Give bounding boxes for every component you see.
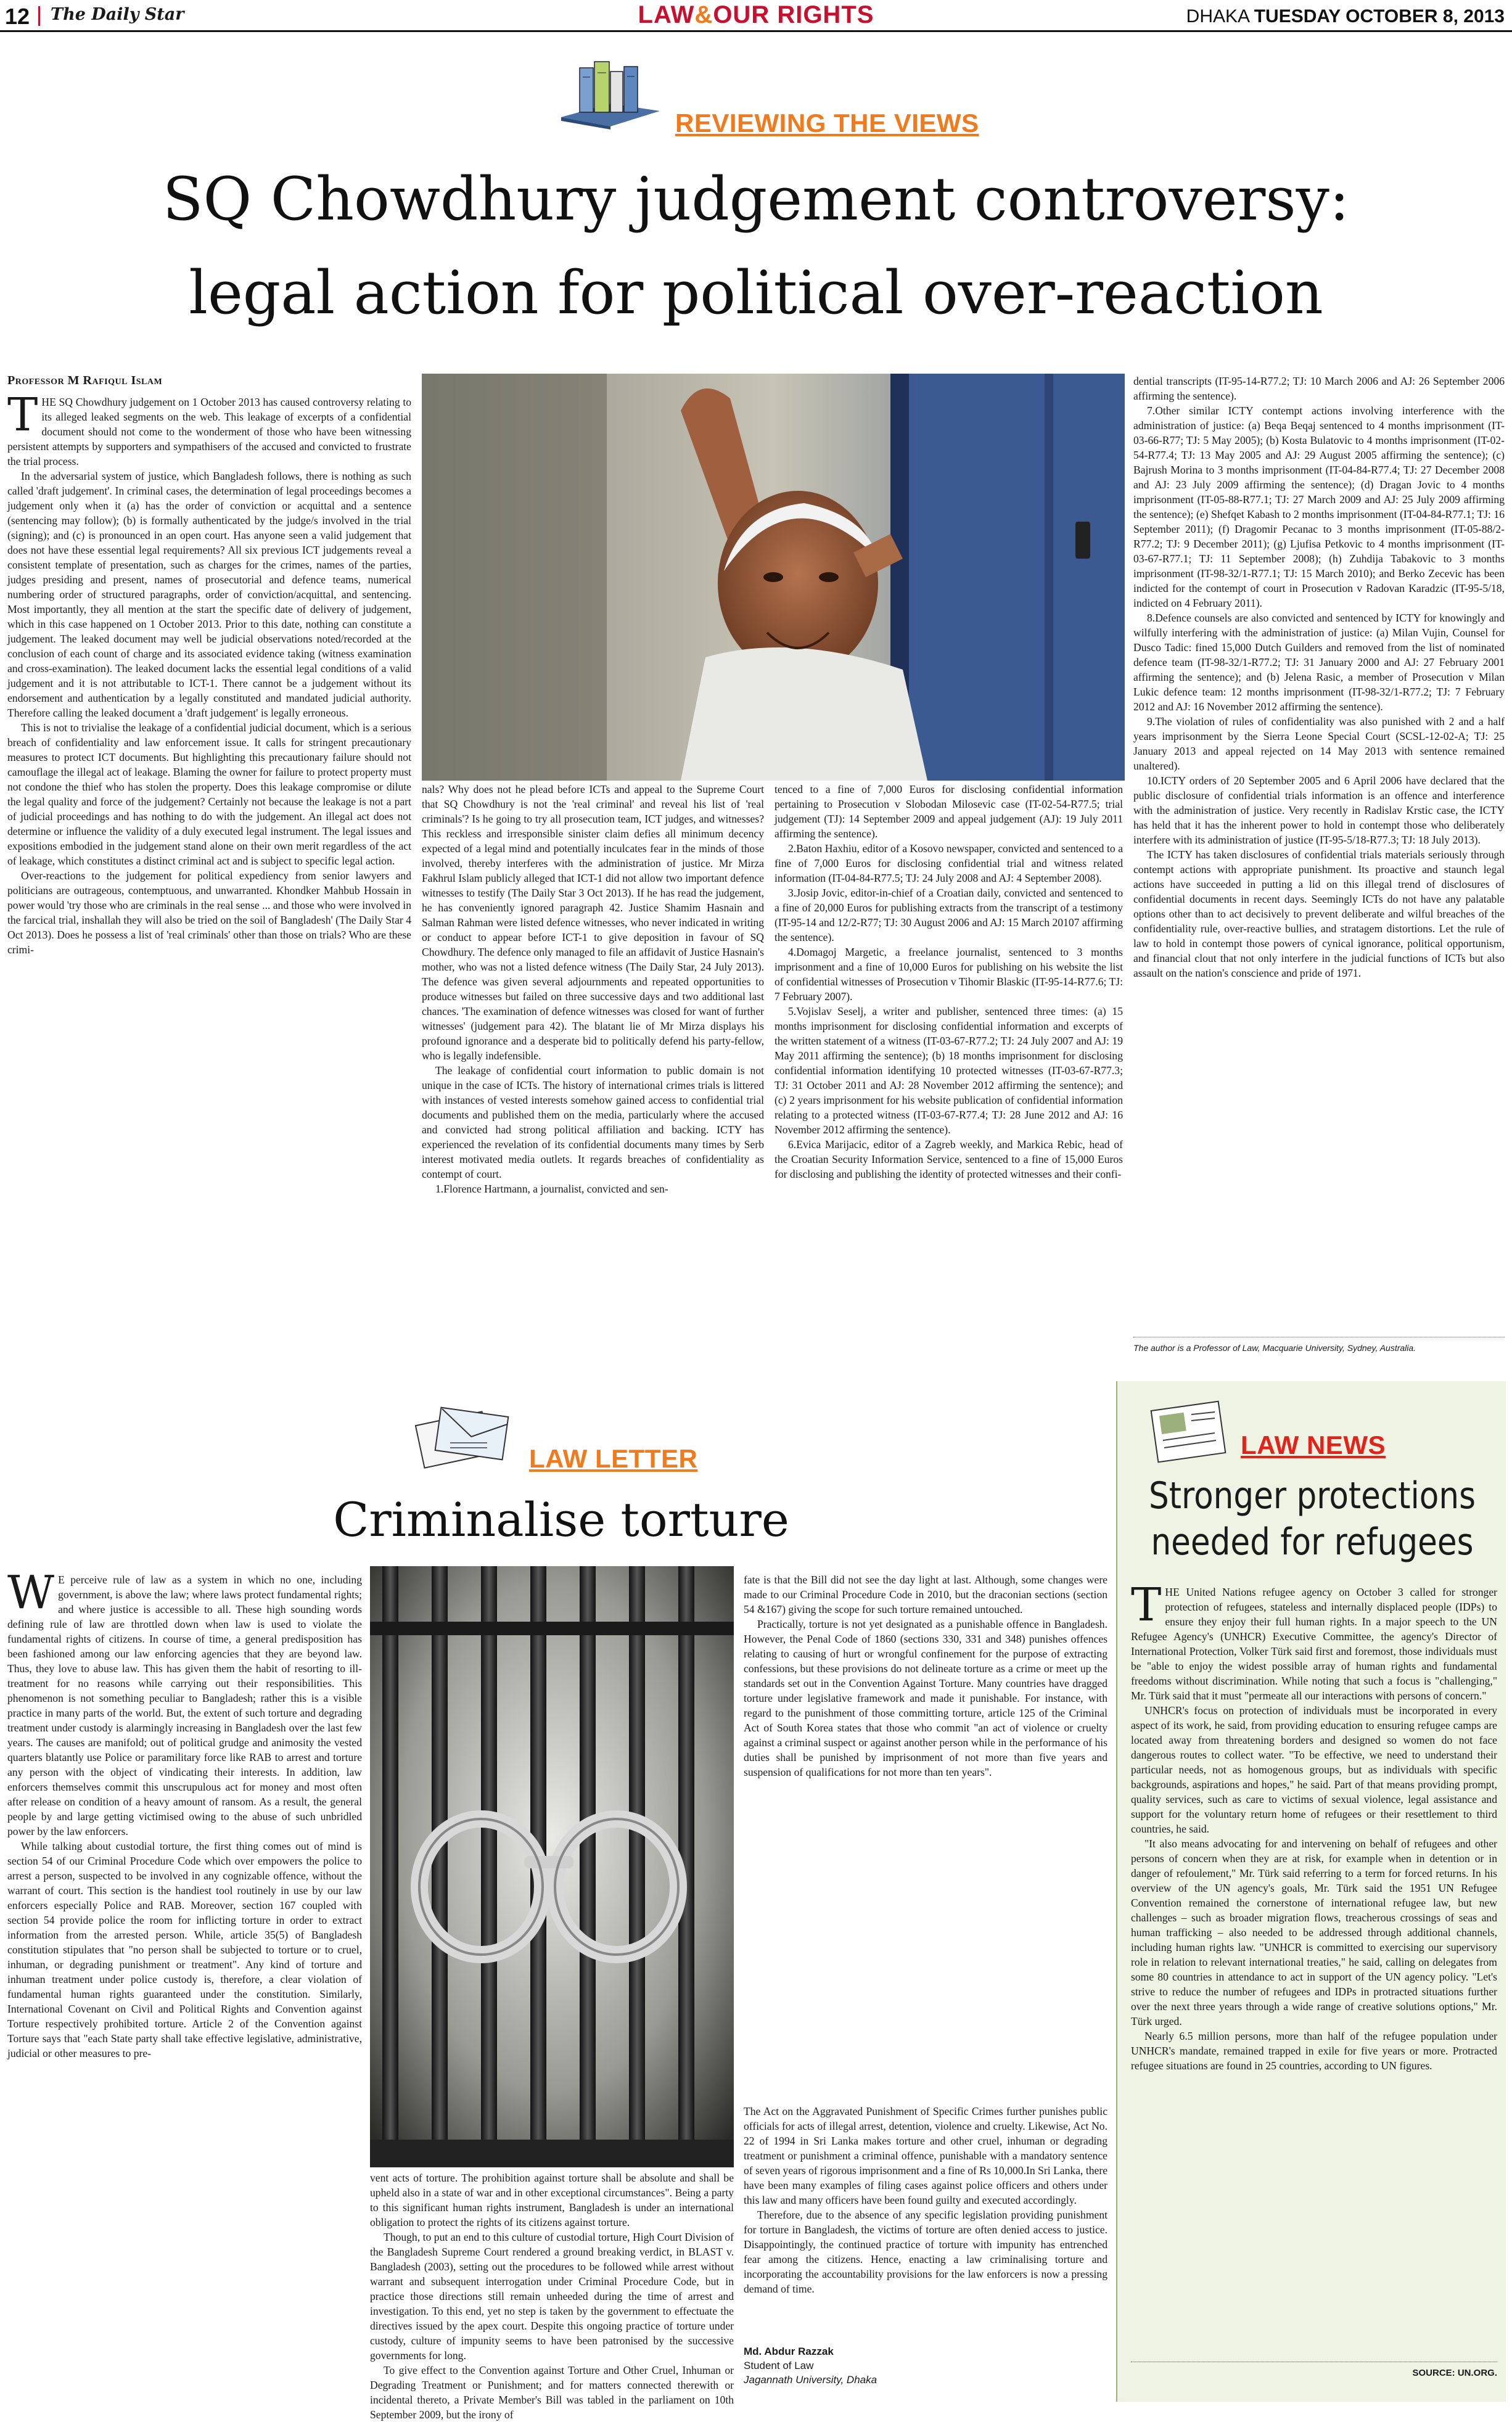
paragraph: Nearly 6.5 million persons, more than half of the refugee population under UNHCR's mandate, remained trapped in exile for five years or more. Protracted refugee situations are found in 25 countries, according to UN figures. <box>1131 2030 1497 2072</box>
sig-title: Student of Law <box>744 2360 814 2371</box>
news-headline-line1: Stronger protections <box>1149 1474 1476 1517</box>
main-column-4 <box>1133 374 1505 1326</box>
paragraph: 4.Domagoj Margetic, a freelance journalist, sentenced to 3 months imprisonment and a fine of 10,000 Euros for publishing on his website the list of confidential witnesses of Prosecution v Tihomir Blaskic (IT-95-14-R77.6; TJ: 7 February 2007). <box>774 946 1123 1003</box>
page-header <box>0 0 1512 32</box>
paragraph: 3.Josip Jovic, editor-in-chief of a Croatian daily, convicted and sentenced to a fine of 20,000 Euros for publishing extracts from the transcript of a testimony (IT-95-14 and 12/2-R77; TJ: 30 August 2006 and AJ: 15 March 20107 affirming the sentence). <box>774 887 1123 943</box>
paragraph: While talking about custodial torture, the first thing comes out of mind is section 54 of our Criminal Procedure Code which over empowers the police to arrest a person, suspected to be involved in any cognizable offence, without the warrant of court. This section is the handiest tool routinely in use by our law enforcers especially Police and RAB. Moreover, section 167 coupled with section 54 provide police the room for inflicting torture in order to extract information from the arrested person. While, article 35(5) of Bangladesh constitution stipulates that "no person shall be subjected to torture or to cruel, inhuman, or degrading punishment or treatment". Any kind of torture and inhuman treatment under police custody is, therefore, a clear violation of fundamental human rights guaranteed under the constitution. Similarly, International Covenant on Civil and Political Rights and Convention against Torture respectively prohibited torture. Article 2 of the Convention against Torture says that "each State party shall take effective legislative, administrative, judicial or other measures to pre- <box>7 1840 362 2059</box>
section-part1: LAW <box>638 1 695 28</box>
paragraph: In the adversarial system of justice, which Bangladesh follows, there is nothing as such called 'draft judgement'. In criminal cases, the determination of legal proceedings becomes a judgement only when it (a) has the order of conviction or acquittal and a sentence (sentencing may follow); (b) is formally authenticated by the judge/s involved in the trial (signing); and (c) is pronounced in an open court. Has anyone seen a valid judgement that does not have these essential legal requirements? All six previous ICT judgements reveal a consistent template of presentation, such as charges for the crimes, names of the parties, judges presiding and present, names of prosecutorial and defence teams, numerical numbering order of structured paragraphs, order of conviction/acquittal, and sentencing. Most importantly, they all mention at the start the specific date of delivery of judgement, which in this case happened on 1 October 2013. Prior to this date, nothing can constitute a judgement. The leaked document may well be judicial observations noted/recorded at the conclusion of each count of charge and its associated evidence taking (witness examination and cross-examination). The leaked document lacks the essential legal conditions of a valid judgement and it is not attributable to ICT-1. There cannot be a judgement without its endorsement and authentication by a legally constituted and mandated judicial authority. Therefore calling the leaked document a 'draft judgement' is legally erroneous. <box>7 470 411 719</box>
main-photo <box>422 374 1125 781</box>
page-number: 12 <box>5 4 30 29</box>
paragraph: Therefore, due to the absence of any specific legislation providing punishment for torture in Bangladesh, the victims of torture are often denied access to justice. Disappointingly, the continued practice of torture with impunity has entrenched fear among the citizens. Hence, enacting a law criminalising torture and incorporating the accountability provisions for the law enforcers is now a pressing demand of time. <box>744 2209 1107 2295</box>
main-column-2 <box>422 782 764 1365</box>
sig-university: Jagannath University, Dhaka <box>744 2374 877 2386</box>
paragraph: Practically, torture is not yet designated as a punishable offence in Bangladesh. However, the Penal Code of 1860 (sections 330, 331 and 348) punishes offences relating to causing of hurt or wrongful confinement for the purpose of extracting confessions, but these provisions do not delineate torture as a crime or meet up the standards set out in the Convention Against Torture. Many countries have dragged torture under legislative framework and made it punishable. For instance, with regard to the punishment of those committing torture, article 125 of the Criminal Act of South Korea states that those who commit "an act of violence or cruelty against a criminal suspect or against another person while in the performance of his duties shall be punished by imprisonment of not more than five years and suspension of qualifications for not more than ten years". <box>744 1618 1107 1778</box>
paragraph: 9.The violation of rules of confidentiality was also punished with 2 and a half years imprisonment by the Sierra Leone Special Court (SCSL-12-02-A; TJ: 25 January 2013 and appeal rejected on 14 May 2013 with sentence remained unaltered). <box>1133 715 1505 772</box>
dropcap: W <box>7 1566 55 1619</box>
paragraph: dential transcripts (IT-95-14-R77.2; TJ: 10 March 2006 and AJ: 26 September 2006 affirming the sentence). <box>1133 375 1505 402</box>
paragraph: fate is that the Bill did not see the day light at last. Although, some changes were made to our Criminal Procedure Code in 2010, but the draconian sections (section 54 &167) giving the scope for such torture remained untouched. <box>744 1574 1107 1615</box>
news-kicker: LAW NEWS <box>1241 1431 1386 1459</box>
section-amp: & <box>694 1 713 28</box>
paragraph: 2.Baton Haxhiu, editor of a Kosovo newspaper, convicted and sentenced to a fine of 7,000 Euros for disclosing confidential trial and witness related information (IT-04-84-R77.5; TJ: 24 July 2008 and AJ: 4 September 2008). <box>774 842 1123 884</box>
paragraph: HE United Nations refugee agency on October 3 called for stronger protection of refugees, stateless and internally displaced people (IDPs) to ensure they enjoy their full human rights. In a major speech to the UN Refugee Agency's (UNHCR) Executive Committee, the agency's Director of International Protection, Volker Türk said first and foremost, those individuals must be "able to enjoy the widest possible array of human rights and fundamental freedoms without discrimination. While noting that such a focus is "challenging," Mr. Türk said that it must "permeate all our interactions with persons of concern." <box>1131 1586 1497 1702</box>
paragraph: Over-reactions to the judgement for political expediency from senior lawyers and politicians are outrageous, contemptuous, and unwarranted. Khondker Mahbub Hossain in power would 'try those who are criminals in the real sense ... and those who were involved in the farcical trial, inshallah they will also be tried on the soil of Bangladesh' (The Daily Star 4 Oct 2013). Does he possess a list of 'real criminals' other than those on trials? Who are these crimi- <box>7 869 411 956</box>
dateline-date: TUESDAY OCTOBER 8, 2013 <box>1254 6 1505 27</box>
paragraph: E perceive rule of law as a system in which no one, including government, is above the law; where laws protect fundamental rights; and where justice is accessible to all. These high sounding words defining rule of law are throttled down when law is used to violate the fundamental rights of citizens. In course of time, a general predisposition has been fashioned among our law enforcing agencies that they are beyond law. Thus, they love to abuse law. This has given them the habit of resorting to ill-treatment for no reasons while carrying out their responsibilities. This phenomenon is not something peculiar to Bangladesh; rather this is a visible practice in many parts of the world. But, the extent of such torture and degrading treatment under custody is alarmingly increasing in Bangladesh over the last few years. The causes are manifold; out of political grudge and animosity the vested quarters blatantly use Police or paramilitary force like RAB to arrest and torture any person with the object of vindicating their interests. In addition, law enforcers themselves commit this unscrupulous act for money and most often after release on condition of a heavy amount of ransom. As a result, the general people by and large getting victimised owing to the abuse of such unbridled power by the law enforcers. <box>7 1574 362 1837</box>
section-part2: OUR RIGHTS <box>713 1 874 28</box>
paragraph: The leakage of confidential court information to public domain is not unique in the case of ICTs. The history of international crimes trials is littered with instances of vested interests somehow gained access to confidential trial documents and published them on the media, particularly where the accused and convicted had strong political affiliation and backing. ICTY has experienced the revelation of its confidential documents many times by Serb interest motivated media outlets. It regards breaches of confidentiality as contempt of court. <box>422 1064 764 1180</box>
paragraph: "It also means advocating for and intervening on behalf of refugees and other persons of concern when they are at risk, for example when in detention or in danger of refoulement," Mr. Türk said referring to a term for forced returns. In his overview of the UN agency's goals, Mr. Türk said the 1951 UN Refugee Convention remained the cornerstone of international refugee law, but new challenges – such as broader migration flows, treacherous crossings of seas and human trafficking – also needed to be addressed through additional channels, including human rights law. "UNHCR is committed to exercising our supervisory role in relation to relevant international treaties," he said, calling on delegates from some 80 countries in attendance to act in support of the UN agency policy. "Let's strive to reduce the number of refugees and IDPs in protracted situations further over the next three years through a wide range of creative solutions options," Mr. Türk urged. <box>1131 1837 1497 2027</box>
paragraph: This is not to trivialise the leakage of a confidential judicial document, which is a serious breach of confidentiality and law enforcement issue. It calls for stringent precautionary measures to protect ICT documents. But highlighting this precautionary failure should not camouflage the illegal act of leakage. Blaming the owner for failure to protect property must not condone the thief who has stolen the property. Does this leakage compromise or dilute the legal quality and force of the judgement? Certainly not because the leakage is not a part of judicial proceedings and has nothing to do with the judgement. An illegal act does not determine or influence the validity of a duly executed legal instrument. The legal issues and expositions embodied in the judgement stand alone on their own merit regardless of the act of leakage, which constitutes a distinct criminal act and is subject to specific legal action. <box>7 721 411 867</box>
newspaper-icon <box>1142 1394 1235 1468</box>
main-headline-line2: legal action for political over-reaction <box>189 258 1323 327</box>
letter-kicker: LAW LETTER <box>529 1444 698 1473</box>
news-source: SOURCE: UN.ORG. <box>1412 2368 1497 2378</box>
paragraph: UNHCR's focus on protection of individuals must be incorporated in every aspect of its work, he said, from providing education to ensuring refugee camps are located away from threatening borders and designed so women do not face dangerous routes to collect water. "To be effective, we need to understand their particular needs, not as homogenous groups, but as individuals with specific backgrounds, aspirations and hopes," he said. Part of that means providing prompt, quality services, such as care to victims of sexual violence, legal assistance and support for the voluntary return home of refugees or their resettlement to third countries, he said. <box>1131 1704 1497 1835</box>
paragraph: The ICTY has taken disclosures of confidential trials materials seriously through contempt actions with appropriate punishment. Its proactive and staunch legal actions have succeeded in putting a lid on this illegal trend of disclosures of confidential documents in recent days. Seemingly ICTs do not have any palatable options other than to act decisively to prevent deliberate and wilful breaches of the confidentiality rule, over-reactive bullies, and stratagem distortions. Let the rule of law to hold in contempt those powers of cynical ignorance, political opportunism, and financial clout that not only interfere in the judicial functions of ICTs but also assault on the nation's conscience and pride of 1971. <box>1133 848 1505 979</box>
author-note: The author is a Professor of Law, Macquarie University, Sydney, Australia. <box>1133 1343 1416 1353</box>
paragraph: HE SQ Chowdhury judgement on 1 October 2013 has caused controversy relating to its alleged leaked segments on the web. This leakage of excerpts of a confidential document should not come to the wonderment of those who have been witnessing persistent attempts by supporters and sympathisers of the accused and convicted to frustrate the trial process. <box>7 396 411 467</box>
main-headline-line1: SQ Chowdhury judgement controversy: <box>162 165 1350 234</box>
letter-column-1 <box>7 1566 362 2405</box>
handcuffs-photo <box>370 1566 734 2167</box>
paragraph: To give effect to the Convention against Torture and Other Cruel, Inhuman or Degrading Treatment or Punishment; and for matters connected therewith or incidental thereto, a Private Member's Bill was tabled in the parliament on 10th September 2009, but the irony of <box>370 2364 734 2421</box>
news-body <box>1131 1578 1497 2349</box>
paragraph: 7.Other similar ICTY contempt actions involving interference with the administration of justice: (a) Beqa Beqaj sentenced to 4 months imprisonment (IT-03-66-R77; TJ: 5 May 2005); (b) Kosta Bulatovic to 4 months imprisonment (IT-02-54-R77.4; TJ: 13 May 2005 and AJ: 29 August 2005 affirming the sentence); (c) Bajrush Morina to 3 months imprisonment (IT-04-84-R77.4; TJ: 27 December 2008 and AJ: 23 July 2009 affirming the sentence); (d) Dragan Jovic to 4 months imprisonment (IT-05-88-R77.1; TJ: 27 March 2009 and AJ: 25 July 2009 affirming the sentence); (e) Shefqet Kabash to 2 months imprisonment (IT-04-84-R77.1; TJ: 16 September 2011); (f) Dragomir Pecanac to 3 months imprisonment (IT-05-88/2-R77.2; TJ: 9 December 2011); (g) Ljufisa Petkovic to 4 months imprisonment (IT-03-67-R77.1; TJ: 11 September 2008); (h) Zuhdija Tabakovic to 3 months imprisonment (IT-98-32/1-R77.1; TJ: 15 March 2010); and Berko Zecevic has been indicted for the contempt of court in Prosecution v Radovan Karadzic (IT-95-5/18, indicted on 4 February 2011). <box>1133 404 1505 609</box>
dropcap: T <box>7 388 38 441</box>
paragraph: The Act on the Aggravated Punishment of Specific Crimes further punishes public officials for acts of illegal arrest, detention, violence and cruelty. Likewise, Act No. 22 of 1994 in Sri Lanka makes torture and other cruel, inhuman or degrading treatment or punishment a criminal offence, punishable with a mandatory sentence of seven years of rigorous imprisonment and a fine of Rs 10,000.In Sri Lanka, there have been many examples of filing cases against police officers and others under this law and many officers have been found guilty and executed accordingly. <box>744 2105 1107 2206</box>
letter-column-2 <box>370 2170 734 2421</box>
paragraph: 5.Vojislav Seselj, a writer and publisher, sentenced three times: (a) 15 months imprisonment for disclosing confidential information and excerpts of the written statement of a witness (IT-03-67-R77.2; TJ: 24 July 2007 and AJ: 19 May 2011 affirming the sentence); (b) 18 months imprisonment for disclosing confidential information identifying 10 protected witnesses (IT-03-67-R77.3; TJ: 31 October 2011 and AJ: 28 November 2012 affirming the sentence); and (c) 2 years imprisonment for his website publication of confidential information relating to a protected witness (IT-03-67-R77.4; TJ: 28 June 2012 and AJ: 16 November 2012 affirming the sentence). <box>774 1005 1123 1136</box>
main-kicker: REVIEWING THE VIEWS <box>675 109 979 138</box>
paragraph: 10.ICTY orders of 20 September 2005 and 6 April 2006 have declared that the public disclosure of confidential trials information is an offence and interference with the administration of justice. Very recently in Radislav Krstic case, the ICTY has held that it has the inherent power to hold in contempt those who deliberately interfere with its administration of justice (IT-95-5/18-R77.3; TJ: 18 July 2013). <box>1133 774 1505 846</box>
news-box <box>1116 1381 1506 2402</box>
letter-column-3a <box>744 1572 1107 2103</box>
law-books-icon <box>555 49 666 129</box>
paragraph: 1.Florence Hartmann, a journalist, convicted and sen- <box>435 1183 668 1195</box>
byline: Professor M Rafiqul Islam <box>7 374 163 387</box>
main-column-1 <box>7 388 411 1363</box>
dateline-city: DHAKA <box>1186 6 1249 27</box>
paragraph: vent acts of torture. The prohibition against torture shall be absolute and shall be upheld also in a state of war and in other exceptional circumstances". Being a party to this significant human rights instrument, Bangladesh is under an international obligation to protect the rights of its citizens against torture. <box>370 2172 734 2228</box>
news-headline-line2: needed for refugees <box>1151 1521 1474 1564</box>
sig-name: Md. Abdur Razzak <box>744 2346 834 2357</box>
letter-column-3b <box>744 2104 1107 2338</box>
main-column-3 <box>774 782 1123 1365</box>
paper-name: The Daily Star <box>51 5 184 24</box>
paragraph: Though, to put an end to this culture of custodial torture, High Court Division of the Bangladesh Supreme Court rendered a ground breaking verdict, in BLAST v. Bangladesh (2003), setting out the procedures to be followed while arrest without warrant and subsequent interrogation under Criminal Procedure Code, but in practice those directions still remain unheeded during the time of arrest and investigation. To this end, yet no step is taken by the government to effectuate the directives issued by the apex court. Despite this ongoing practice of torture under custody, culture of impunity seems to have been patronised by the successive governments for long. <box>370 2231 734 2362</box>
paragraph: 6.Evica Marijacic, editor of a Zagreb weekly, and Markica Rebic, head of the Croatian Security Information Service, sentenced to a fine of 15,000 Euros for disclosing and publishing the identity of protected witnesses and their confi- <box>774 1138 1123 1180</box>
paragraph: 8.Defence counsels are also convicted and sentenced by ICTY for knowingly and wilfully interfering with the administration of justice: (a) Milan Vujin, Counsel for Dusco Tadic: fined 15,000 Dutch Guilders and removed from the list of nominated defence team (IT-98-32/1-R77.2; TJ: 31 January 2000 and AJ: 27 February 2001 affirming the sentence); and (b) Jelena Rasic, a member of Prosecution v Milan Lukic defence team: 12 months imprisonment (IT-98-32/1-R77.2; TJ: 7 February 2012 and AJ: 16 November 2012 affirming the sentence). <box>1133 612 1505 713</box>
letters-icon <box>407 1400 524 1474</box>
letter-signature <box>744 2344 1107 2387</box>
dateline <box>1186 6 1505 27</box>
paragraph: tenced to a fine of 7,000 Euros for disclosing confidential information pertaining to Prosecution v Slobodan Milosevic case (IT-02-54-R77.5; trial judgement (TJ): 14 September 2009 and appeal judgement (AJ): 19 July 2011 affirming the sentence). <box>774 783 1123 840</box>
paragraph: nals? Why does not he plead before ICTs and appeal to the Supreme Court that SQ Chowdhury is not the 'real criminal' and reveal his list of 'real criminals'? Is he going to try all prosecution team, ICT judges, and witnesses? This reckless and irresponsible sinister claim defies all minimum decency expected of a legal mind and potentially inculcates fear in the minds of those involved, thereby interferes with the administration of justice. Mr Mirza Fakhrul Islam publicly alleged that ICT-1 did not allow two important defence witnesses to testify (The Daily Star 3 Oct 2013). If he has read the judgement, he has conveniently ignored paragraph 42. Justice Shamim Hasnain and Salman Rahman were listed defence witnesses, who never indicated in writing or conduct to appear before ICT-1 to give deposition in favour of SQ Chowdhury. The defence only managed to file an affidavit of Justice Hasnain's mother, who was not a listed defence witness (The Daily Star, 24 July 2013). The defence was given several adjournments and repeated opportunities to produce witnesses but failed on three successive days and two additional last chances. 'The examination of defence witnesses was closed for want of further witnesses' (judgement para 42). The blatant lie of Mr Mirza displays his profound ignorance and a desperate bid to politically defend his party-fellow, who is legally indefensible. <box>422 783 764 1062</box>
dropcap: T <box>1131 1578 1162 1632</box>
letter-headline: Criminalise torture <box>333 1492 789 1547</box>
